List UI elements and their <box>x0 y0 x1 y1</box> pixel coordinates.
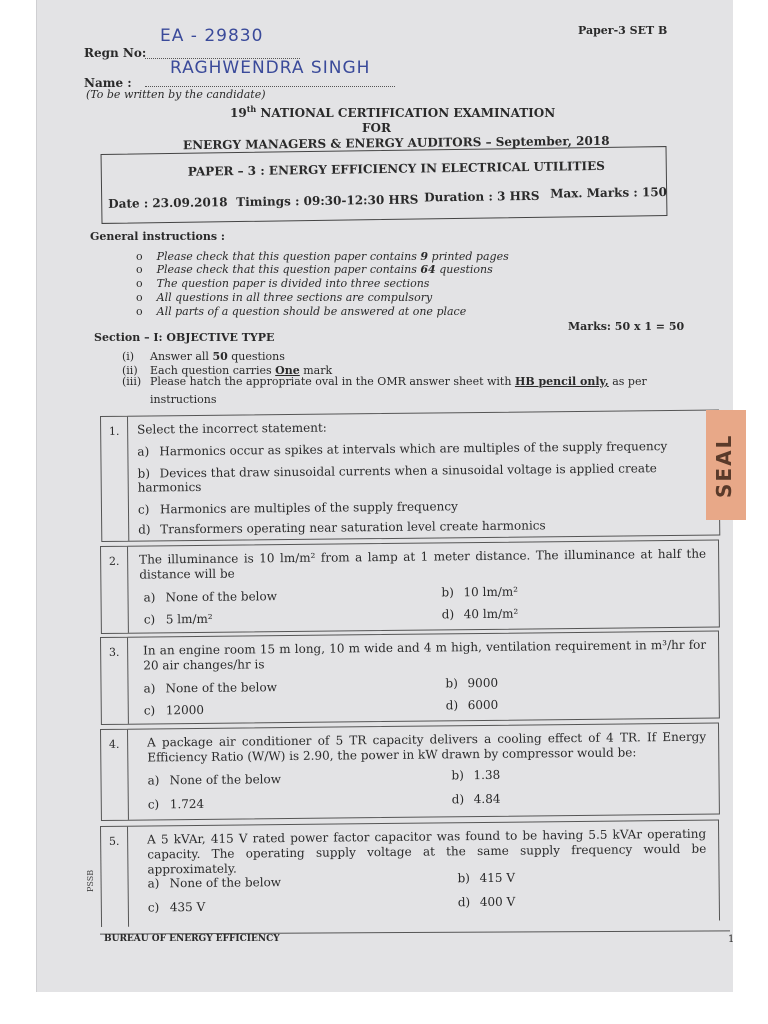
option-a: a) None of the below <box>143 680 278 696</box>
side-print-mark: PSSB <box>86 869 95 892</box>
option-b: b) Devices that draw sinusoidal currents when a sinusoidal voltage is applied create harmonics <box>137 461 657 495</box>
list-item: o All questions in all three sections are compulsory <box>136 291 433 304</box>
option-c: c) 5 lm/m² <box>143 611 213 627</box>
exam-timings: Timings : 09:30-12:30 HRS <box>236 192 419 210</box>
section-instruction: (i) Answer all 50 questions <box>122 350 285 363</box>
question-number-column <box>101 417 129 541</box>
question-text: In an engine room 15 m long, 10 m wide and 4 m high, ventilation requirement in m³/hr for 20 air changes/hr is <box>143 637 707 673</box>
paper-title: PAPER – 3 : ENERGY EFFICIENCY IN ELECTRICAL UTILITIES <box>187 158 605 179</box>
question-text: Select the incorrect statement: <box>137 420 327 437</box>
question-number: 5. <box>108 834 120 848</box>
option-b: b) 10 lm/m² <box>441 584 519 600</box>
list-item: o Please check that this question paper contains 9 printed pages <box>136 250 509 263</box>
regn-label: Regn No: <box>84 46 147 60</box>
seal-sticker <box>706 410 746 520</box>
question-number: 4. <box>108 737 120 751</box>
list-item: o All parts of a question should be answered at one place <box>136 305 467 318</box>
option-d: d) 40 lm/m² <box>441 606 519 622</box>
question-number-column <box>101 638 129 724</box>
name-handwritten: RAGHWENDRA SINGH <box>170 58 371 78</box>
question-number-column <box>101 547 129 633</box>
question-number: 2. <box>108 554 120 568</box>
question-number: 1. <box>108 424 120 438</box>
option-a: a) Harmonics occur as spikes at intervals which are multiples of the supply frequency <box>137 439 668 459</box>
question-number-column <box>101 827 129 927</box>
option-d: d) Transformers operating near saturation level create harmonics <box>138 518 546 537</box>
section-instruction: (ii) Each question carries One mark <box>122 364 333 377</box>
exam-max-marks: Max. Marks : 150 <box>550 185 668 201</box>
question-text: A package air conditioner of 5 TR capacity delivers a cooling effect of 4 TR. If Energy Efficiency Ratio (W/W) is 2.90, the power in kW drawn by compressor would be: <box>147 729 707 765</box>
paper-set-label: Paper-3 SET B <box>578 24 668 37</box>
option-d: d) 4.84 <box>451 791 501 807</box>
option-a: a) None of the below <box>147 772 282 788</box>
question-box-4 <box>100 723 720 821</box>
footer-org: BUREAU OF ENERGY EFFICIENCY <box>104 934 280 944</box>
question-box-2 <box>100 540 720 634</box>
option-b: b) 1.38 <box>451 767 501 783</box>
list-item: o Please check that this question paper contains 64 questions <box>136 263 493 276</box>
section-title: Section – I: OBJECTIVE TYPE <box>94 331 275 344</box>
paper-info-box <box>101 146 668 224</box>
list-item: o The question paper is divided into three sections <box>136 277 430 290</box>
page-number: 1 <box>728 934 735 945</box>
option-c: c) 12000 <box>143 702 205 718</box>
name-note: (To be written by the candidate) <box>86 88 266 101</box>
option-a: a) None of the below <box>143 589 278 605</box>
exam-duration: Duration : 3 HRS <box>424 188 540 205</box>
name-label: Name : <box>84 76 132 90</box>
regn-handwritten: EA - 29830 <box>160 26 264 46</box>
seal-text: SEAL <box>712 433 736 498</box>
title-line2: FOR <box>362 121 391 135</box>
question-box-1 <box>100 410 720 542</box>
option-d: d) 400 V <box>457 894 516 910</box>
section-marks: Marks: 50 x 1 = 50 <box>568 320 685 333</box>
option-d: d) 6000 <box>445 697 499 713</box>
question-text: The illuminance is 10 lm/m² from a lamp at 1 meter distance. The illuminance at half the distance will be <box>139 546 707 582</box>
option-b: b) 9000 <box>445 675 499 691</box>
question-box-3 <box>100 631 720 725</box>
option-c: c) Harmonics are multiples of the supply frequency <box>137 499 458 517</box>
name-underline <box>145 86 395 87</box>
option-c: c) 435 V <box>147 899 206 915</box>
question-number-column <box>101 730 129 820</box>
option-b: b) 415 V <box>457 870 516 886</box>
exam-date: Date : 23.09.2018 <box>108 195 228 211</box>
title-line3: ENERGY MANAGERS & ENERGY AUDITORS – September, 2018 <box>182 133 610 153</box>
title-line1: 19th NATIONAL CERTIFICATION EXAMINATION <box>230 104 556 120</box>
option-a: a) None of the below <box>147 875 282 891</box>
section-instruction: (iii) Please hatch the appropriate oval in the OMR answer sheet with HB pencil only, as per <box>122 375 647 388</box>
option-c: c) 1.724 <box>147 796 205 812</box>
question-box-5 <box>100 820 720 927</box>
question-number: 3. <box>108 645 120 659</box>
question-text: A 5 kVAr, 415 V rated power factor capacitor was found to be having 5.5 kVAr operating capacity. The operating supply voltage at the same supply frequency would be approximately. <box>147 826 707 877</box>
section-instruction-continued: instructions <box>150 393 217 406</box>
general-instructions-heading: General instructions : <box>90 230 225 243</box>
